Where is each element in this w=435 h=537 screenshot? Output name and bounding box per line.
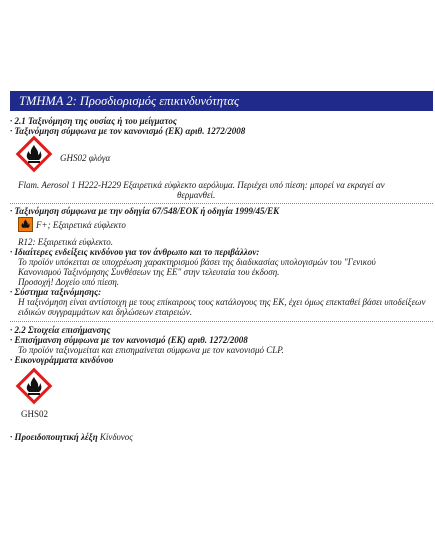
special-hazards-title: · Ιδιαίτερες ενδείξεις κινδύνου για τον άνθρωπο και το περιβάλλον: (10, 247, 260, 257)
section-header: ΤΜΗΜΑ 2: Προσδιορισμός επικινδυνότητας (10, 91, 433, 111)
pictogram-label: GHS02 φλόγα (60, 153, 111, 163)
aerosol-line-1: Flam. Aerosol 1 H222-H229 Εξαιρετικά εύφλεκτο αερόλυμα. Περιέχει υπό πίεση: μπορεί να εκραγεί αν (18, 180, 385, 190)
flame-icon (25, 144, 43, 164)
flame-icon (20, 219, 31, 230)
classification-system-title: · Σύστημα ταξινόμησης: (10, 287, 102, 297)
fplus-label: F+; Εξαιρετικά εύφλεκτο (36, 220, 126, 230)
pictograms-title: · Εικονογράμματα κινδύνου (10, 355, 114, 365)
classification-system-line-1: Η ταξινόμηση είναι αντίστοιχη με τους επίκαιρους τους κατάλογους της ΕΚ, έχει όμως επεκταθεί βάσει υποδείξεων (18, 297, 426, 307)
classification-reg-1272: · Ταξινόμηση σύμφωνα με τον κανονισμό (ΕΚ) αριθ. 1272/2008 (10, 126, 246, 136)
classification-directive: · Ταξινόμηση σύμφωνα με την οδηγία 67/548/ΕΟΚ ή οδηγία 1999/45/ΕΚ (10, 206, 280, 216)
classification-system-line-2: ειδικών συγγραμμάτων και δηλώσεων εταιρειών. (18, 307, 192, 317)
label-reg-1272: · Επισήμανση σύμφωνα με τον κανονισμό (ΕΚ) αριθ. 1272/2008 (10, 335, 248, 345)
r12-line: R12: Εξαιρετικά εύφλεκτο. (18, 237, 114, 247)
aerosol-line-2: θερμανθεί. (177, 190, 216, 200)
signal-word-title: · Προειδοποιητική λέξη (10, 432, 98, 442)
special-hazards-line-2: Κανονισμού Ταξινόμησης Συνθέσεων της ΕΕ" στην τελευταία του έκδοση. (18, 267, 280, 277)
special-hazards-line-1: Το προϊόν υπόκειται σε υποχρέωση χαρακτηρισμού βάσει της διαδικασίας υπολογισμών του "Γενικού (18, 257, 376, 267)
divider (10, 321, 433, 322)
flame-icon (25, 376, 43, 396)
fplus-symbol (18, 217, 33, 232)
signal-word: Κίνδυνος (99, 432, 133, 442)
subsection-title-2-1: · 2.1 Ταξινόμηση της ουσίας ή του μείγματος (10, 116, 177, 126)
divider (10, 203, 433, 204)
pictogram-code: GHS02 (21, 409, 49, 419)
signal-word-row (10, 432, 133, 443)
label-text: Το προϊόν ταξινομείται και επισημαίνεται σύμφωνα με τον κανονισμό CLP. (18, 345, 284, 355)
special-hazards-line-3: Προσοχή! Δοχείο υπό πίεση. (18, 277, 120, 287)
subsection-title-2-2: · 2.2 Στοιχεία επισήμανσης (10, 325, 111, 335)
